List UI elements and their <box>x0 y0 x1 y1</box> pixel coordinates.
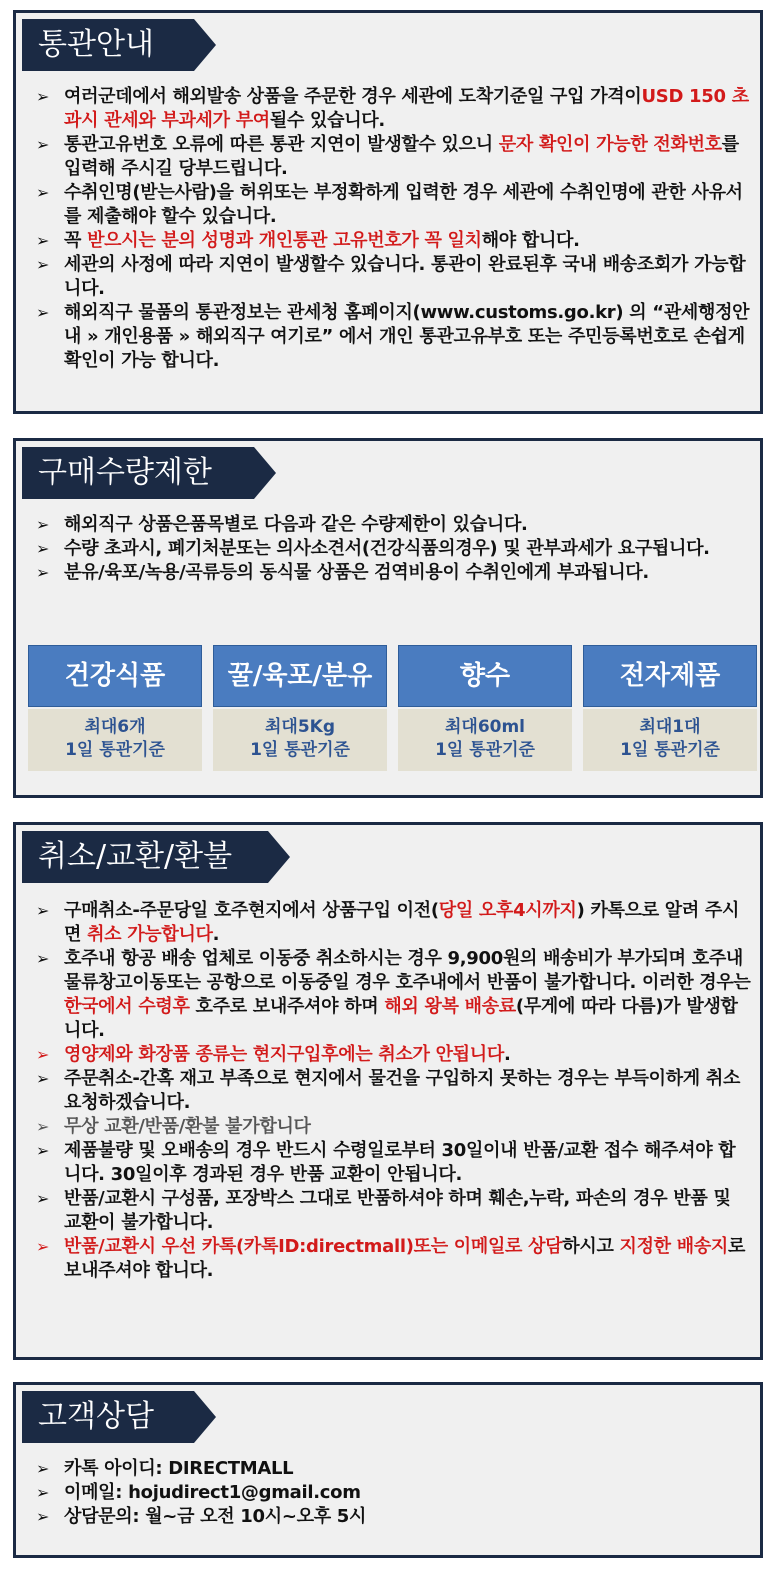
card-basis: 1일 통관기준 <box>435 740 535 760</box>
refund-list <box>34 899 752 1283</box>
item-text: 통관고유번호 오류에 따른 통관 지연이 발생할수 있으니 <box>64 134 499 155</box>
list-item <box>34 947 752 1043</box>
list-item <box>34 561 752 585</box>
list-item <box>34 301 752 373</box>
list-item <box>34 85 752 133</box>
contact-title: 고객상담 <box>22 1391 194 1443</box>
highlight-text: USD 150 초과시 관세와 부과세가 부여 <box>64 86 749 131</box>
customs-section <box>13 10 763 414</box>
card-body <box>398 709 572 771</box>
item-text: . <box>503 1044 511 1065</box>
item-text: 수량 초과시, 폐기처분또는 의사소견서(건강식품의경우) 및 관부과세가 요구됩니다. <box>64 538 710 559</box>
item-text: 호주로 보내주셔야 하며 <box>189 996 385 1017</box>
item-text: 세관의 사정에 따라 지연이 발생할수 있습니다. 통관이 완료된후 국내 배송조회가 가능합니다. <box>64 254 746 299</box>
list-item <box>34 1187 752 1235</box>
item-text: 하시고 <box>562 1236 620 1257</box>
item-text: 무상 교환/반품/환불 불가합니다 <box>64 1116 311 1137</box>
card-limit: 최대6개 <box>84 717 146 737</box>
list-item <box>34 1235 752 1283</box>
list-item <box>34 1139 752 1187</box>
item-text: 호주내 항공 배송 업체로 이동중 취소하시는 경우 9,900원의 배송비가 부가되며 호주내 물류창고이동또는 공항으로 이동중일 경우 호주내에서 반품이 불가합니다. 이러한 경우는 <box>64 948 751 993</box>
list-item <box>34 253 752 301</box>
list-item <box>34 1067 752 1115</box>
card-basis: 1일 통관기준 <box>620 740 720 760</box>
item-text: 해외직구 물품의 통관정보는 관세청 홈페이지(www.customs.go.kr) 의 “관세행정안내 » 개인용품 » 해외직구 여기로” 에서 개인 통관고유부호 또는 주민등록번호로 손쉽게 확인이 가능 합니다. <box>64 302 750 371</box>
list-item <box>34 899 752 947</box>
limits-list <box>34 513 752 585</box>
item-text: 주문취소-간혹 재고 부족으로 현지에서 물건을 구입하지 못하는 경우는 부득이하게 취소요청하겠습니다. <box>64 1068 741 1113</box>
card-limit: 최대60ml <box>444 717 526 737</box>
highlight-text: 당일 오후4시까지 <box>438 900 577 921</box>
item-text: 분유/육포/녹용/곡류등의 동식물 상품은 검역비용이 수취인에게 부과됩니다. <box>64 562 649 583</box>
limit-cards <box>28 645 758 775</box>
limits-title: 구매수량제한 <box>22 447 254 499</box>
item-text: 상담문의: 월~금 오전 10시~오후 5시 <box>64 1506 367 1527</box>
limit-card-perfume <box>398 645 572 775</box>
list-item <box>34 1115 752 1139</box>
customs-list <box>34 85 752 373</box>
list-item <box>34 1481 752 1505</box>
item-text: 로 보내주셔야 합니다. <box>64 1236 746 1281</box>
item-text: 될수 있습니다. <box>269 110 385 131</box>
highlight-text: 받으시는 분의 성명과 개인통관 고유번호가 꼭 일치 <box>87 230 482 251</box>
list-item <box>34 181 752 229</box>
item-text: 해외직구 상품은품목별로 다음과 같은 수량제한이 있습니다. <box>64 514 528 535</box>
card-head: 꿀/육포/분유 <box>213 645 387 707</box>
item-text: (무게에 따라 다름)가 발생합니다. <box>64 996 738 1041</box>
highlight-text: 지정한 배송지 <box>619 1236 728 1257</box>
refund-title: 취소/교환/환불 <box>22 831 268 883</box>
list-item <box>34 133 752 181</box>
card-limit: 최대1대 <box>639 717 701 737</box>
contact-list <box>34 1457 752 1529</box>
card-head: 전자제품 <box>583 645 757 707</box>
card-basis: 1일 통관기준 <box>250 740 350 760</box>
item-text: 제품불량 및 오배송의 경우 반드시 수령일로부터 30일이내 반품/교환 접수 해주셔야 합니다. 30일이후 경과된 경우 반품 교환이 안됩니다. <box>64 1140 736 1185</box>
card-head: 향수 <box>398 645 572 707</box>
list-item <box>34 1043 752 1067</box>
highlight-text: 영양제와 화장품 종류는 현지구입후에는 취소가 안됩니다 <box>64 1044 504 1065</box>
card-head: 건강식품 <box>28 645 202 707</box>
list-item <box>34 229 752 253</box>
item-text: 여러군데에서 해외발송 상품을 주문한 경우 세관에 도착기준일 구입 가격이 <box>64 86 642 107</box>
limit-card-honey <box>213 645 387 775</box>
card-body <box>213 709 387 771</box>
highlight-text: 문자 확인이 가능한 전화번호 <box>498 134 722 155</box>
refund-section <box>13 822 763 1360</box>
limit-card-electronics <box>583 645 757 775</box>
item-text: 해야 합니다. <box>481 230 580 251</box>
list-item <box>34 513 752 537</box>
limit-card-health <box>28 645 202 775</box>
card-body <box>583 709 757 771</box>
item-text: 반품/교환시 구성품, 포장박스 그대로 반품하셔야 하며 훼손,누락, 파손의 경우 반품 및 교환이 불가합니다. <box>64 1188 731 1233</box>
item-text: 수취인명(받는사람)을 허위또는 부정확하게 입력한 경우 세관에 수취인명에 관한 사유서를 제출해야 할수 있습니다. <box>64 182 743 227</box>
item-text: 카톡 아이디: DIRECTMALL <box>64 1458 294 1479</box>
list-item <box>34 1505 752 1529</box>
highlight-text: 취소 가능합니다 <box>87 924 213 945</box>
item-text: 를 입력해 주시길 당부드립니다. <box>64 134 739 179</box>
list-item <box>34 1457 752 1481</box>
card-limit: 최대5Kg <box>264 717 335 737</box>
limits-section <box>13 438 763 798</box>
item-text: . <box>212 924 220 945</box>
card-body <box>28 709 202 771</box>
highlight-text: 반품/교환시 우선 카톡(카톡ID:directmall)또는 이메일로 상담 <box>64 1236 563 1257</box>
highlight-text: 한국에서 수령후 <box>64 996 190 1017</box>
contact-section <box>13 1382 763 1558</box>
item-text: 구매취소-주문당일 호주현지에서 상품구입 이전( <box>64 900 439 921</box>
item-text: ) 카톡으로 알려 주시면 <box>64 900 740 945</box>
list-item <box>34 537 752 561</box>
card-basis: 1일 통관기준 <box>65 740 165 760</box>
item-text: 이메일: hojudirect1@gmail.com <box>64 1482 361 1503</box>
highlight-text: 해외 왕복 배송료 <box>384 996 516 1017</box>
customs-title: 통관안내 <box>22 19 194 71</box>
item-text: 꼭 <box>64 230 88 251</box>
